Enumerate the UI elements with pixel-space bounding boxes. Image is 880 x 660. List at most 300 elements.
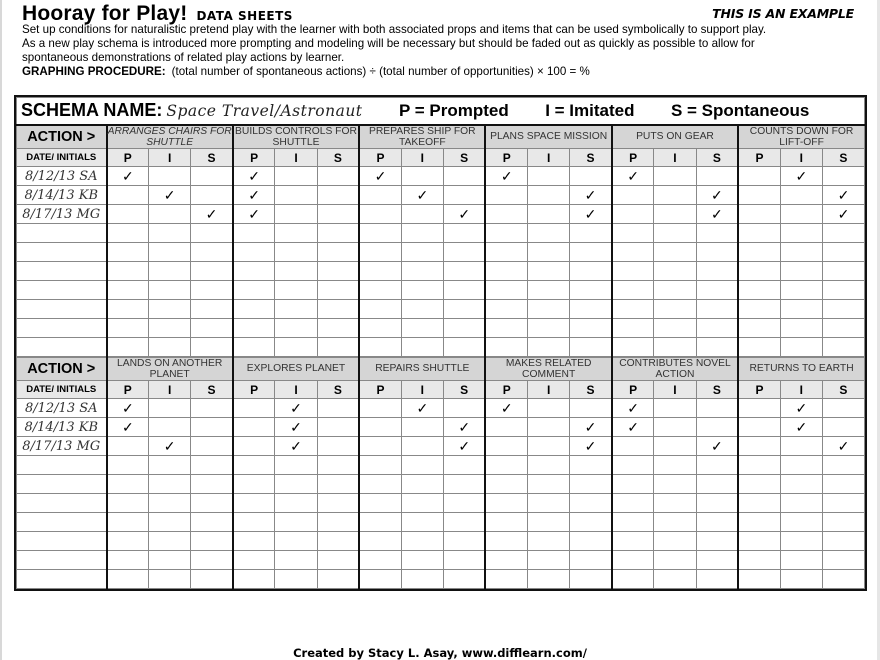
- check-cell-s[interactable]: [570, 243, 612, 262]
- date-initials-cell[interactable]: 8/17/13 MG: [17, 437, 107, 456]
- check-cell-p[interactable]: [738, 475, 780, 494]
- check-cell-i[interactable]: [780, 475, 822, 494]
- check-cell-i[interactable]: [275, 418, 317, 437]
- check-cell-i[interactable]: [275, 167, 317, 186]
- check-cell-s[interactable]: [443, 338, 485, 357]
- check-cell-s[interactable]: [696, 224, 738, 243]
- check-cell-s[interactable]: [443, 418, 485, 437]
- check-cell-p[interactable]: [107, 281, 149, 300]
- check-cell-i[interactable]: [780, 551, 822, 570]
- check-cell-p[interactable]: [738, 205, 780, 224]
- check-cell-p[interactable]: [233, 281, 275, 300]
- check-cell-i[interactable]: [401, 167, 443, 186]
- check-cell-p[interactable]: [233, 243, 275, 262]
- check-cell-i[interactable]: [401, 475, 443, 494]
- check-cell-i[interactable]: [654, 551, 696, 570]
- check-cell-p[interactable]: [359, 551, 401, 570]
- check-cell-i[interactable]: [275, 205, 317, 224]
- check-cell-i[interactable]: [275, 532, 317, 551]
- check-cell-i[interactable]: [780, 167, 822, 186]
- check-cell-p[interactable]: [738, 456, 780, 475]
- check-cell-p[interactable]: [359, 319, 401, 338]
- check-cell-i[interactable]: [149, 513, 191, 532]
- date-initials-cell[interactable]: [17, 243, 107, 262]
- check-cell-p[interactable]: [107, 224, 149, 243]
- check-cell-s[interactable]: [317, 205, 359, 224]
- check-cell-s[interactable]: [822, 399, 864, 418]
- schema-value[interactable]: Space Travel/Astronaut: [166, 102, 363, 121]
- check-cell-s[interactable]: [822, 475, 864, 494]
- check-cell-i[interactable]: [275, 281, 317, 300]
- check-cell-i[interactable]: [654, 418, 696, 437]
- check-cell-s[interactable]: [570, 418, 612, 437]
- check-cell-s[interactable]: [191, 300, 233, 319]
- check-cell-i[interactable]: [780, 513, 822, 532]
- check-cell-i[interactable]: [528, 570, 570, 589]
- check-cell-s[interactable]: [570, 532, 612, 551]
- check-cell-s[interactable]: [822, 243, 864, 262]
- check-cell-p[interactable]: [485, 319, 527, 338]
- check-cell-s[interactable]: [443, 494, 485, 513]
- check-cell-i[interactable]: [780, 532, 822, 551]
- check-cell-i[interactable]: [528, 205, 570, 224]
- check-cell-p[interactable]: [359, 437, 401, 456]
- check-cell-p[interactable]: [107, 319, 149, 338]
- check-cell-p[interactable]: [233, 532, 275, 551]
- check-cell-p[interactable]: [612, 167, 654, 186]
- check-cell-p[interactable]: [738, 494, 780, 513]
- check-cell-i[interactable]: [401, 513, 443, 532]
- check-cell-i[interactable]: [401, 456, 443, 475]
- check-cell-p[interactable]: [612, 399, 654, 418]
- date-initials-cell[interactable]: [17, 513, 107, 532]
- check-cell-s[interactable]: [191, 570, 233, 589]
- check-cell-i[interactable]: [528, 224, 570, 243]
- check-cell-i[interactable]: [528, 475, 570, 494]
- check-cell-p[interactable]: [107, 243, 149, 262]
- check-cell-s[interactable]: [317, 224, 359, 243]
- check-cell-p[interactable]: [485, 437, 527, 456]
- check-cell-i[interactable]: [149, 186, 191, 205]
- check-cell-p[interactable]: [359, 262, 401, 281]
- check-cell-i[interactable]: [528, 243, 570, 262]
- check-cell-s[interactable]: [191, 494, 233, 513]
- check-cell-p[interactable]: [612, 281, 654, 300]
- check-cell-p[interactable]: [612, 551, 654, 570]
- check-cell-s[interactable]: [317, 167, 359, 186]
- check-cell-s[interactable]: [696, 243, 738, 262]
- check-cell-i[interactable]: [780, 262, 822, 281]
- date-initials-cell[interactable]: 8/12/13 SA: [17, 167, 107, 186]
- check-cell-p[interactable]: [107, 167, 149, 186]
- check-cell-s[interactable]: [317, 300, 359, 319]
- check-cell-i[interactable]: [780, 494, 822, 513]
- check-cell-p[interactable]: [612, 319, 654, 338]
- check-cell-i[interactable]: [275, 513, 317, 532]
- check-cell-p[interactable]: [233, 418, 275, 437]
- check-cell-p[interactable]: [107, 262, 149, 281]
- check-cell-s[interactable]: [317, 186, 359, 205]
- check-cell-s[interactable]: [696, 418, 738, 437]
- check-cell-p[interactable]: [359, 418, 401, 437]
- check-cell-i[interactable]: [149, 300, 191, 319]
- check-cell-p[interactable]: [107, 205, 149, 224]
- date-initials-cell[interactable]: [17, 532, 107, 551]
- check-cell-s[interactable]: [191, 399, 233, 418]
- check-cell-s[interactable]: [822, 418, 864, 437]
- check-cell-p[interactable]: [485, 532, 527, 551]
- check-cell-i[interactable]: [275, 475, 317, 494]
- check-cell-i[interactable]: [654, 513, 696, 532]
- date-initials-cell[interactable]: [17, 224, 107, 243]
- check-cell-s[interactable]: [317, 456, 359, 475]
- check-cell-s[interactable]: [191, 319, 233, 338]
- check-cell-p[interactable]: [612, 186, 654, 205]
- check-cell-s[interactable]: [822, 338, 864, 357]
- check-cell-p[interactable]: [233, 205, 275, 224]
- check-cell-i[interactable]: [401, 281, 443, 300]
- check-cell-i[interactable]: [654, 475, 696, 494]
- check-cell-i[interactable]: [401, 243, 443, 262]
- check-cell-p[interactable]: [107, 437, 149, 456]
- check-cell-s[interactable]: [696, 570, 738, 589]
- check-cell-s[interactable]: [191, 456, 233, 475]
- check-cell-p[interactable]: [485, 243, 527, 262]
- check-cell-i[interactable]: [401, 551, 443, 570]
- check-cell-p[interactable]: [612, 475, 654, 494]
- check-cell-i[interactable]: [275, 243, 317, 262]
- check-cell-s[interactable]: [317, 570, 359, 589]
- check-cell-p[interactable]: [107, 475, 149, 494]
- check-cell-p[interactable]: [612, 532, 654, 551]
- check-cell-s[interactable]: [822, 570, 864, 589]
- check-cell-s[interactable]: [570, 262, 612, 281]
- check-cell-p[interactable]: [485, 418, 527, 437]
- check-cell-s[interactable]: [443, 437, 485, 456]
- check-cell-s[interactable]: [317, 437, 359, 456]
- check-cell-i[interactable]: [149, 281, 191, 300]
- check-cell-s[interactable]: [191, 262, 233, 281]
- check-cell-s[interactable]: [696, 186, 738, 205]
- check-cell-s[interactable]: [696, 551, 738, 570]
- check-cell-s[interactable]: [317, 513, 359, 532]
- check-cell-i[interactable]: [401, 319, 443, 338]
- check-cell-i[interactable]: [275, 494, 317, 513]
- check-cell-i[interactable]: [275, 319, 317, 338]
- check-cell-s[interactable]: [443, 551, 485, 570]
- check-cell-p[interactable]: [738, 338, 780, 357]
- check-cell-i[interactable]: [149, 570, 191, 589]
- check-cell-p[interactable]: [738, 243, 780, 262]
- check-cell-p[interactable]: [612, 262, 654, 281]
- check-cell-s[interactable]: [191, 205, 233, 224]
- check-cell-s[interactable]: [443, 243, 485, 262]
- check-cell-i[interactable]: [528, 437, 570, 456]
- check-cell-p[interactable]: [612, 224, 654, 243]
- check-cell-i[interactable]: [149, 205, 191, 224]
- check-cell-s[interactable]: [570, 205, 612, 224]
- check-cell-i[interactable]: [149, 532, 191, 551]
- check-cell-p[interactable]: [485, 281, 527, 300]
- check-cell-s[interactable]: [317, 281, 359, 300]
- check-cell-i[interactable]: [149, 338, 191, 357]
- check-cell-i[interactable]: [654, 243, 696, 262]
- check-cell-s[interactable]: [443, 570, 485, 589]
- check-cell-s[interactable]: [443, 281, 485, 300]
- check-cell-i[interactable]: [275, 262, 317, 281]
- check-cell-p[interactable]: [485, 186, 527, 205]
- check-cell-i[interactable]: [528, 186, 570, 205]
- check-cell-i[interactable]: [401, 205, 443, 224]
- check-cell-i[interactable]: [654, 494, 696, 513]
- check-cell-s[interactable]: [443, 224, 485, 243]
- check-cell-p[interactable]: [233, 456, 275, 475]
- check-cell-p[interactable]: [738, 418, 780, 437]
- check-cell-i[interactable]: [780, 205, 822, 224]
- check-cell-s[interactable]: [822, 205, 864, 224]
- check-cell-s[interactable]: [191, 513, 233, 532]
- check-cell-s[interactable]: [317, 418, 359, 437]
- check-cell-i[interactable]: [780, 570, 822, 589]
- date-initials-cell[interactable]: [17, 319, 107, 338]
- check-cell-s[interactable]: [570, 494, 612, 513]
- check-cell-p[interactable]: [359, 399, 401, 418]
- check-cell-p[interactable]: [612, 456, 654, 475]
- check-cell-p[interactable]: [233, 513, 275, 532]
- check-cell-s[interactable]: [317, 319, 359, 338]
- check-cell-p[interactable]: [485, 456, 527, 475]
- check-cell-p[interactable]: [738, 399, 780, 418]
- check-cell-i[interactable]: [401, 338, 443, 357]
- date-initials-cell[interactable]: 8/12/13 SA: [17, 399, 107, 418]
- check-cell-p[interactable]: [107, 399, 149, 418]
- date-initials-cell[interactable]: 8/17/13 MG: [17, 205, 107, 224]
- check-cell-p[interactable]: [107, 513, 149, 532]
- check-cell-i[interactable]: [149, 262, 191, 281]
- check-cell-p[interactable]: [485, 167, 527, 186]
- check-cell-p[interactable]: [233, 494, 275, 513]
- date-initials-cell[interactable]: 8/14/13 KB: [17, 418, 107, 437]
- check-cell-s[interactable]: [696, 494, 738, 513]
- check-cell-s[interactable]: [191, 532, 233, 551]
- check-cell-p[interactable]: [612, 338, 654, 357]
- check-cell-p[interactable]: [485, 205, 527, 224]
- check-cell-s[interactable]: [570, 456, 612, 475]
- check-cell-i[interactable]: [149, 243, 191, 262]
- check-cell-i[interactable]: [654, 300, 696, 319]
- check-cell-i[interactable]: [654, 532, 696, 551]
- check-cell-p[interactable]: [738, 186, 780, 205]
- check-cell-p[interactable]: [359, 494, 401, 513]
- check-cell-s[interactable]: [696, 437, 738, 456]
- check-cell-i[interactable]: [780, 319, 822, 338]
- check-cell-s[interactable]: [696, 319, 738, 338]
- check-cell-p[interactable]: [738, 551, 780, 570]
- check-cell-p[interactable]: [738, 167, 780, 186]
- check-cell-p[interactable]: [485, 399, 527, 418]
- check-cell-p[interactable]: [233, 167, 275, 186]
- check-cell-i[interactable]: [401, 186, 443, 205]
- check-cell-p[interactable]: [738, 262, 780, 281]
- check-cell-p[interactable]: [359, 167, 401, 186]
- check-cell-i[interactable]: [528, 532, 570, 551]
- check-cell-p[interactable]: [485, 338, 527, 357]
- check-cell-s[interactable]: [696, 513, 738, 532]
- check-cell-p[interactable]: [107, 494, 149, 513]
- check-cell-s[interactable]: [570, 186, 612, 205]
- check-cell-i[interactable]: [528, 456, 570, 475]
- check-cell-i[interactable]: [401, 437, 443, 456]
- check-cell-s[interactable]: [443, 532, 485, 551]
- check-cell-s[interactable]: [570, 399, 612, 418]
- date-initials-cell[interactable]: [17, 456, 107, 475]
- check-cell-p[interactable]: [359, 281, 401, 300]
- check-cell-i[interactable]: [528, 418, 570, 437]
- check-cell-i[interactable]: [654, 570, 696, 589]
- check-cell-i[interactable]: [654, 437, 696, 456]
- check-cell-i[interactable]: [780, 300, 822, 319]
- check-cell-p[interactable]: [738, 570, 780, 589]
- date-initials-cell[interactable]: [17, 494, 107, 513]
- check-cell-s[interactable]: [822, 456, 864, 475]
- check-cell-p[interactable]: [107, 456, 149, 475]
- check-cell-p[interactable]: [485, 475, 527, 494]
- check-cell-p[interactable]: [359, 475, 401, 494]
- check-cell-i[interactable]: [149, 224, 191, 243]
- check-cell-i[interactable]: [275, 551, 317, 570]
- check-cell-s[interactable]: [822, 319, 864, 338]
- check-cell-s[interactable]: [191, 281, 233, 300]
- check-cell-s[interactable]: [191, 338, 233, 357]
- check-cell-i[interactable]: [275, 338, 317, 357]
- date-initials-cell[interactable]: [17, 475, 107, 494]
- check-cell-s[interactable]: [570, 281, 612, 300]
- check-cell-i[interactable]: [275, 224, 317, 243]
- check-cell-i[interactable]: [275, 186, 317, 205]
- check-cell-s[interactable]: [317, 243, 359, 262]
- check-cell-s[interactable]: [570, 475, 612, 494]
- check-cell-i[interactable]: [149, 475, 191, 494]
- check-cell-i[interactable]: [780, 456, 822, 475]
- check-cell-i[interactable]: [275, 437, 317, 456]
- check-cell-s[interactable]: [696, 300, 738, 319]
- check-cell-i[interactable]: [780, 399, 822, 418]
- check-cell-s[interactable]: [570, 224, 612, 243]
- check-cell-s[interactable]: [443, 205, 485, 224]
- check-cell-s[interactable]: [570, 167, 612, 186]
- check-cell-s[interactable]: [822, 300, 864, 319]
- check-cell-p[interactable]: [359, 456, 401, 475]
- check-cell-s[interactable]: [570, 319, 612, 338]
- check-cell-s[interactable]: [317, 494, 359, 513]
- check-cell-i[interactable]: [654, 456, 696, 475]
- check-cell-s[interactable]: [696, 338, 738, 357]
- check-cell-i[interactable]: [654, 338, 696, 357]
- check-cell-s[interactable]: [822, 186, 864, 205]
- check-cell-p[interactable]: [485, 551, 527, 570]
- check-cell-s[interactable]: [570, 551, 612, 570]
- check-cell-i[interactable]: [528, 262, 570, 281]
- check-cell-i[interactable]: [528, 513, 570, 532]
- check-cell-p[interactable]: [738, 300, 780, 319]
- check-cell-p[interactable]: [107, 338, 149, 357]
- check-cell-s[interactable]: [822, 262, 864, 281]
- check-cell-p[interactable]: [738, 224, 780, 243]
- check-cell-i[interactable]: [275, 570, 317, 589]
- check-cell-p[interactable]: [233, 570, 275, 589]
- check-cell-i[interactable]: [780, 418, 822, 437]
- check-cell-i[interactable]: [149, 319, 191, 338]
- check-cell-s[interactable]: [317, 338, 359, 357]
- check-cell-i[interactable]: [654, 319, 696, 338]
- check-cell-i[interactable]: [528, 551, 570, 570]
- check-cell-i[interactable]: [401, 224, 443, 243]
- check-cell-i[interactable]: [654, 224, 696, 243]
- check-cell-i[interactable]: [401, 570, 443, 589]
- check-cell-p[interactable]: [485, 300, 527, 319]
- check-cell-p[interactable]: [485, 262, 527, 281]
- check-cell-p[interactable]: [485, 494, 527, 513]
- check-cell-p[interactable]: [612, 570, 654, 589]
- check-cell-p[interactable]: [359, 513, 401, 532]
- check-cell-i[interactable]: [401, 262, 443, 281]
- check-cell-s[interactable]: [317, 551, 359, 570]
- check-cell-p[interactable]: [738, 532, 780, 551]
- check-cell-p[interactable]: [612, 437, 654, 456]
- check-cell-p[interactable]: [233, 551, 275, 570]
- check-cell-i[interactable]: [528, 319, 570, 338]
- date-initials-cell[interactable]: [17, 570, 107, 589]
- check-cell-i[interactable]: [780, 281, 822, 300]
- check-cell-p[interactable]: [233, 437, 275, 456]
- check-cell-i[interactable]: [780, 437, 822, 456]
- check-cell-s[interactable]: [443, 475, 485, 494]
- check-cell-i[interactable]: [149, 456, 191, 475]
- check-cell-s[interactable]: [822, 281, 864, 300]
- date-initials-cell[interactable]: [17, 338, 107, 357]
- check-cell-s[interactable]: [443, 399, 485, 418]
- check-cell-i[interactable]: [401, 399, 443, 418]
- check-cell-p[interactable]: [612, 513, 654, 532]
- check-cell-i[interactable]: [528, 399, 570, 418]
- check-cell-s[interactable]: [191, 186, 233, 205]
- check-cell-i[interactable]: [275, 399, 317, 418]
- check-cell-s[interactable]: [317, 399, 359, 418]
- check-cell-i[interactable]: [528, 300, 570, 319]
- check-cell-s[interactable]: [570, 513, 612, 532]
- check-cell-i[interactable]: [780, 243, 822, 262]
- check-cell-s[interactable]: [191, 437, 233, 456]
- check-cell-s[interactable]: [696, 456, 738, 475]
- check-cell-p[interactable]: [233, 224, 275, 243]
- check-cell-s[interactable]: [570, 570, 612, 589]
- check-cell-p[interactable]: [359, 224, 401, 243]
- check-cell-i[interactable]: [401, 300, 443, 319]
- check-cell-i[interactable]: [528, 338, 570, 357]
- date-initials-cell[interactable]: [17, 262, 107, 281]
- check-cell-p[interactable]: [612, 494, 654, 513]
- check-cell-i[interactable]: [654, 186, 696, 205]
- check-cell-s[interactable]: [822, 532, 864, 551]
- check-cell-s[interactable]: [317, 532, 359, 551]
- check-cell-s[interactable]: [191, 418, 233, 437]
- check-cell-p[interactable]: [738, 319, 780, 338]
- check-cell-p[interactable]: [738, 281, 780, 300]
- check-cell-p[interactable]: [233, 475, 275, 494]
- check-cell-i[interactable]: [401, 418, 443, 437]
- check-cell-p[interactable]: [233, 186, 275, 205]
- check-cell-s[interactable]: [822, 513, 864, 532]
